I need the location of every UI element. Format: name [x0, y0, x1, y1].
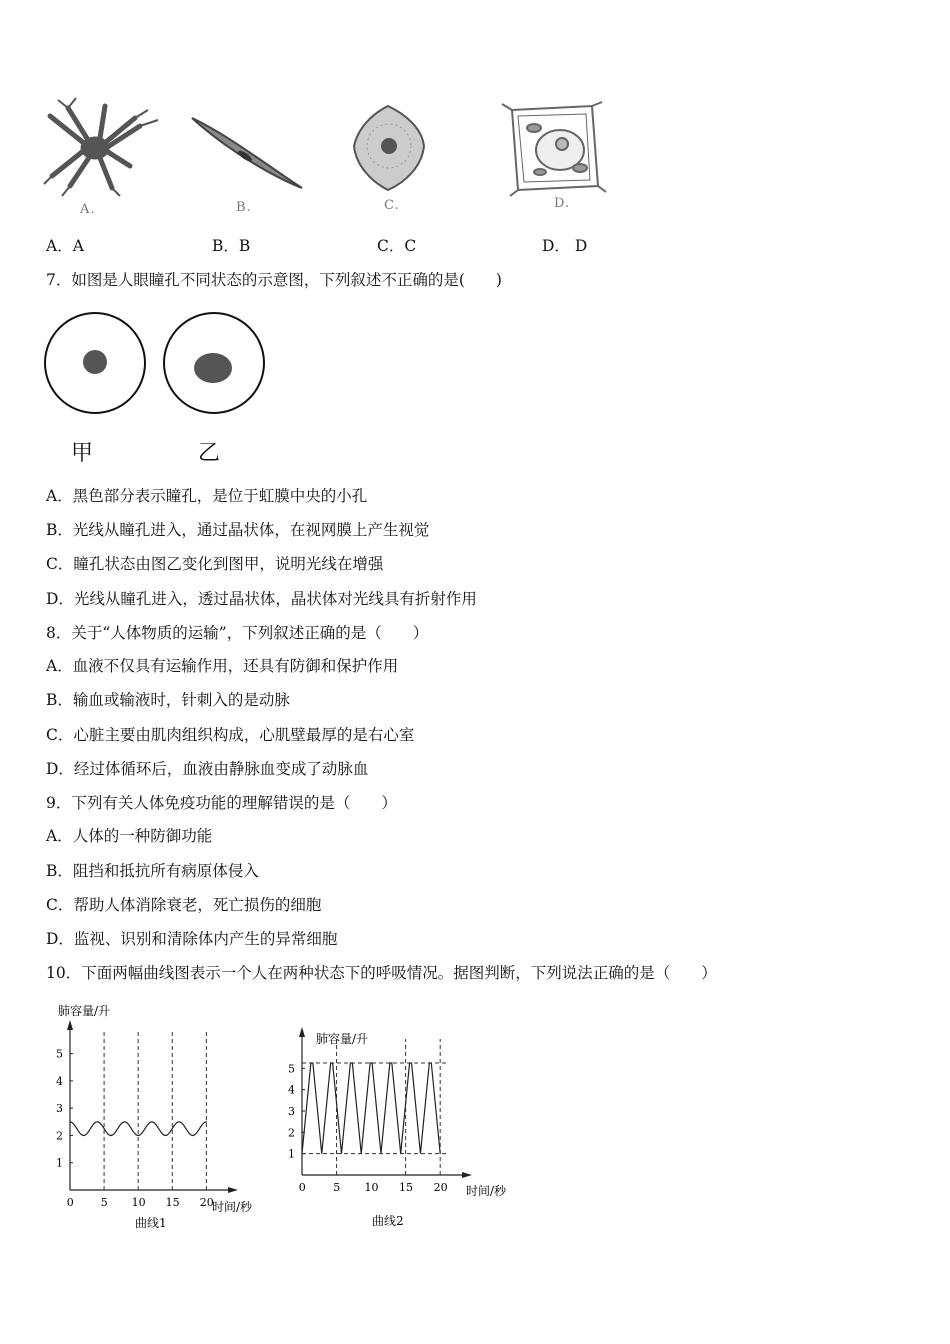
- q6-option-c[interactable]: C．C: [377, 237, 417, 255]
- fig-label-yi: 乙: [198, 441, 221, 466]
- q8-option-a[interactable]: A．血液不仅具有运输作用，还具有防御和保护作用: [46, 657, 399, 675]
- image-label-a: A.: [80, 202, 96, 217]
- q9-stem: 9．下列有关人体免疫功能的理解错误的是（ ）: [46, 794, 397, 812]
- q9-option-b[interactable]: B．阻挡和抵抗所有病原体侵入: [46, 862, 259, 880]
- q6-option-a[interactable]: A．A: [46, 237, 84, 255]
- muscle-cell-image: [192, 118, 302, 188]
- q8-stem: 8．关于“人体物质的运输”，下列叙述正确的是（ ）: [46, 624, 429, 642]
- q8-option-c[interactable]: C．心脏主要由肌肉组织构成，心肌壁最厚的是右心室: [46, 726, 415, 744]
- y-tick-label: 3: [288, 1105, 295, 1118]
- breathing-chart-1: [40, 995, 280, 1235]
- breathing-chart-2: [280, 1025, 530, 1235]
- y-tick-label: 2: [56, 1129, 63, 1143]
- pupil-jia: [83, 350, 107, 374]
- x-tick-label: 5: [100, 1196, 108, 1209]
- x-axis-arrow: [462, 1172, 472, 1178]
- y-tick-label: 2: [288, 1126, 295, 1140]
- q7-option-a[interactable]: A．黑色部分表示瞳孔，是位于虹膜中央的小孔: [46, 487, 368, 505]
- q7-option-b[interactable]: B．光线从瞳孔进入，通过晶状体，在视网膜上产生视觉: [46, 521, 430, 539]
- x-tick-label: 10: [364, 1181, 379, 1194]
- y-tick-label: 4: [56, 1074, 63, 1088]
- fig-label-jia: 甲: [71, 441, 94, 466]
- q8-option-d[interactable]: D．经过体循环后，血液由静脉血变成了动脉血: [46, 760, 369, 778]
- y-tick-label: 4: [288, 1083, 295, 1097]
- chart-title: 曲线2: [372, 1214, 404, 1228]
- y-axis-arrow: [299, 1027, 305, 1037]
- q6-figure: [40, 96, 620, 226]
- x-tick-label: 20: [199, 1196, 214, 1209]
- x-tick-label: 0: [298, 1181, 306, 1194]
- q7-stem: 7．如图是人眼瞳孔不同状态的示意图，下列叙述不正确的是( ): [46, 271, 502, 289]
- y-axis-arrow: [67, 1020, 73, 1030]
- x-tick-label: 15: [399, 1181, 414, 1194]
- pupil-yi: [194, 353, 232, 383]
- x-axis-arrow: [228, 1187, 238, 1193]
- x-tick-label: 5: [333, 1181, 341, 1194]
- y-tick-label: 5: [56, 1047, 63, 1061]
- q9-option-c[interactable]: C．帮助人体消除衰老，死亡损伤的细胞: [46, 896, 322, 914]
- y-tick-label: 1: [56, 1156, 63, 1170]
- q7-option-d[interactable]: D．光线从瞳孔进入，透过晶状体，晶状体对光线具有折射作用: [46, 590, 477, 608]
- image-label-d: D.: [554, 196, 571, 211]
- q6-option-d[interactable]: D． D: [542, 237, 588, 255]
- q10-stem: 10．下面两幅曲线图表示一个人在两种状态下的呼吸情况。据图判断，下列说法正确的是（ ）: [46, 964, 717, 982]
- x-axis-label: 时间/秒: [466, 1184, 507, 1198]
- round-cell-image: [354, 106, 424, 190]
- neuron-image: [44, 98, 158, 196]
- breathing-curve: [302, 1063, 440, 1154]
- q9-option-d[interactable]: D．监视、识别和清除体内产生的异常细胞: [46, 930, 338, 948]
- y-tick-label: 3: [56, 1102, 63, 1116]
- q7-option-c[interactable]: C．瞳孔状态由图乙变化到图甲，说明光线在增强: [46, 555, 384, 573]
- chart-title: 曲线1: [135, 1216, 167, 1230]
- cell-images: [40, 96, 620, 226]
- y-axis-label: 肺容量/升: [58, 1004, 111, 1018]
- q6-option-b[interactable]: B．B: [212, 237, 251, 255]
- image-label-c: C.: [384, 198, 400, 213]
- y-tick-label: 1: [288, 1147, 295, 1161]
- x-tick-label: 10: [131, 1196, 146, 1209]
- image-label-b: B.: [236, 200, 252, 215]
- q8-option-b[interactable]: B．输血或输液时，针刺入的是动脉: [46, 691, 290, 709]
- x-axis-label: 时间/秒: [212, 1200, 253, 1214]
- x-tick-label: 20: [433, 1181, 448, 1194]
- y-tick-label: 5: [288, 1062, 295, 1076]
- q9-option-a[interactable]: A．人体的一种防御功能: [46, 827, 213, 845]
- pupil-figure: [40, 308, 280, 420]
- x-tick-label: 15: [165, 1196, 180, 1209]
- x-tick-label: 0: [66, 1196, 74, 1209]
- plant-cell-image: [502, 102, 606, 196]
- y-axis-label: 肺容量/升: [316, 1032, 369, 1046]
